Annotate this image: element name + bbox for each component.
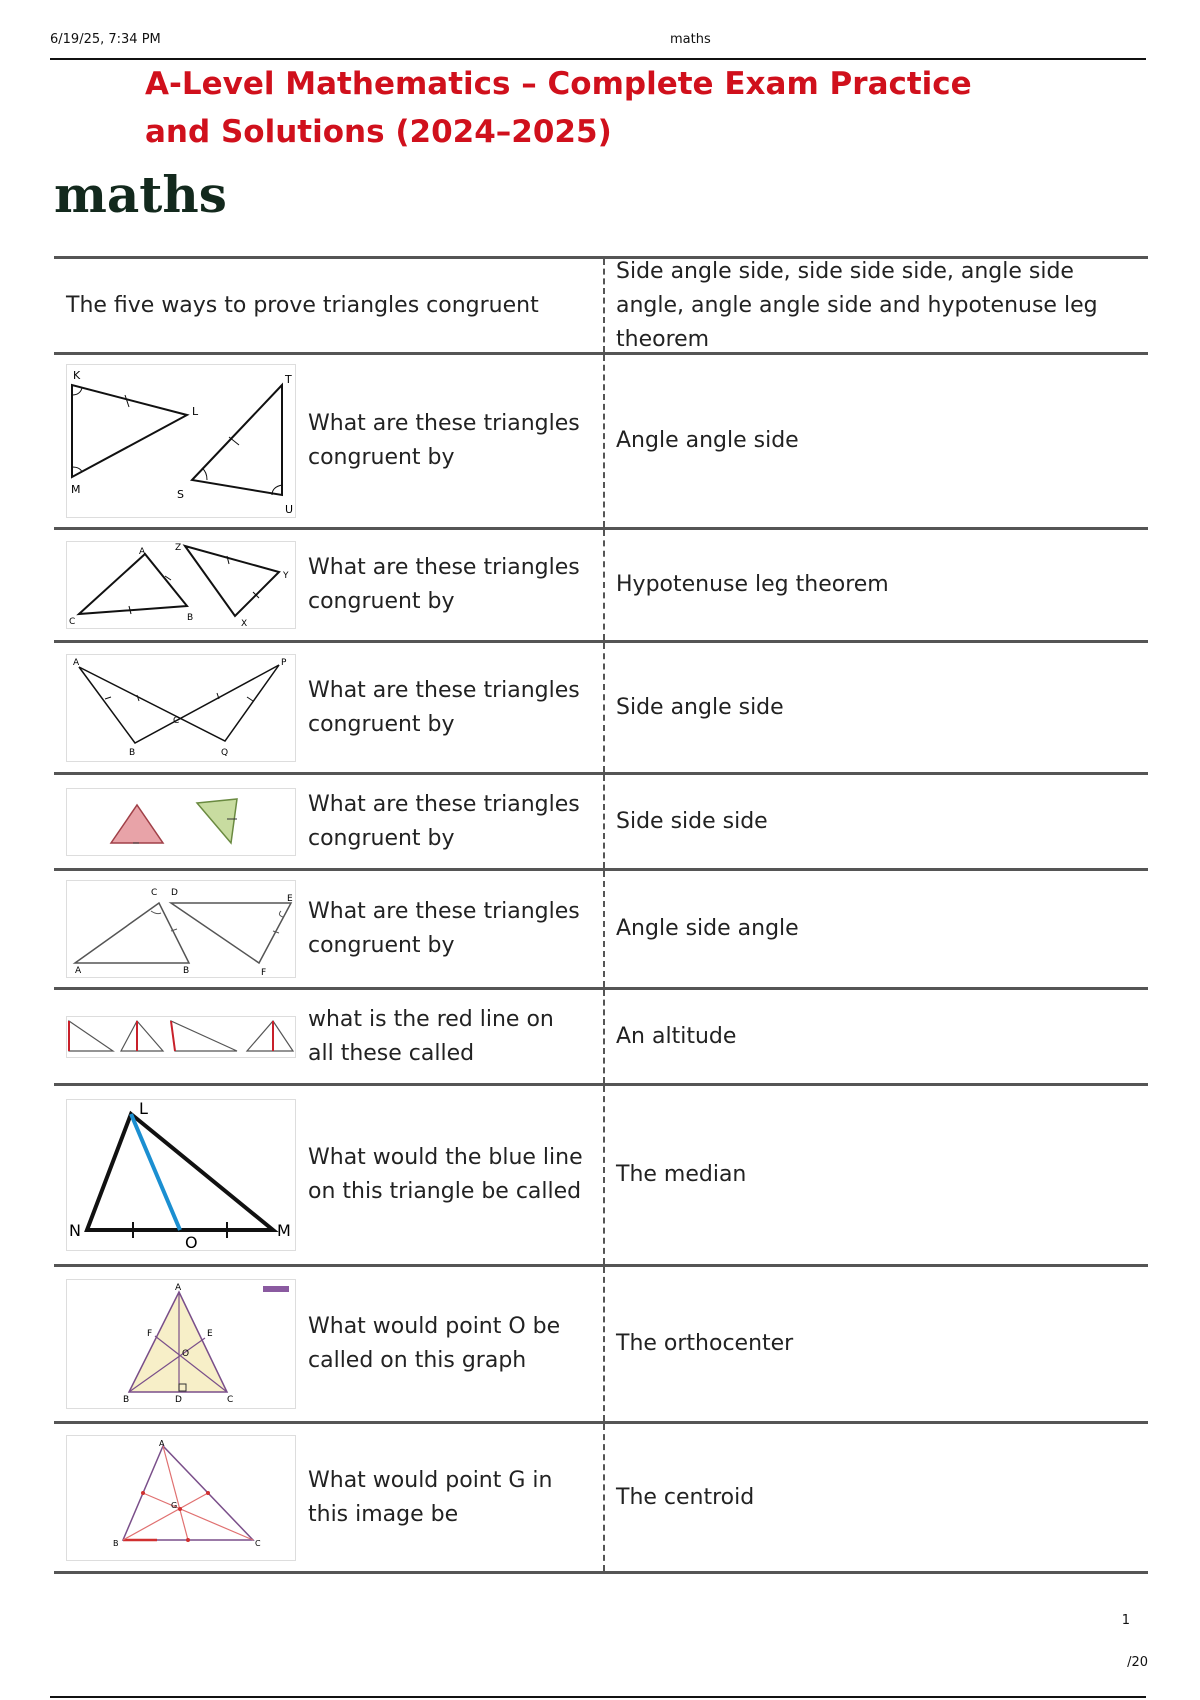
card-answer: Side side side [616, 808, 768, 834]
document-title: A-Level Mathematics – Complete Exam Practice and Solutions (2024–2025) [145, 66, 972, 150]
vertex-label: B [113, 1538, 119, 1548]
centroid-image [66, 1435, 296, 1561]
flashcard-row [54, 772, 1148, 868]
vertex-label: C [227, 1395, 234, 1405]
card-question: what is the red line on all these called [308, 1006, 554, 1066]
column-divider [603, 871, 605, 987]
card-question: What are these triangles congruent by [308, 899, 580, 958]
vertex-label: O [185, 1233, 198, 1250]
vertex-label: B [129, 747, 136, 758]
card-question: What would point G in this image be [308, 1467, 553, 1527]
card-question: The five ways to prove triangles congruent [66, 292, 539, 318]
column-divider [603, 643, 605, 772]
vertex-label: G [171, 1500, 178, 1510]
card-question: What are these triangles congruent by [308, 411, 580, 470]
vertex-label: A [73, 657, 80, 668]
vertex-label: E [287, 894, 293, 904]
vertex-label: B [123, 1395, 130, 1405]
card-answer: Angle side angle [616, 916, 799, 941]
card-answer: Side angle side, side side side, angle side angle, angle angle side and hypotenuse leg theorem [616, 258, 1098, 352]
triangles-sas-image [66, 654, 296, 762]
vertex-label: T [285, 373, 292, 386]
card-question: What are these triangles congruent by [308, 791, 580, 851]
flashcard-row [54, 1083, 1148, 1264]
vertex-label: F [261, 968, 267, 977]
deck-title: maths [54, 165, 227, 224]
vertex-label: D [171, 888, 178, 898]
flashcard-table [54, 256, 1148, 1574]
column-divider [603, 990, 605, 1083]
vertex-label: Z [175, 543, 182, 553]
flashcard-row [54, 527, 1148, 640]
vertex-label: B [187, 613, 194, 623]
print-datetime: 6/19/25, 7:34 PM [50, 32, 161, 47]
triangles-asa-image [66, 880, 296, 978]
flashcard-row [54, 640, 1148, 772]
vertex-label: Q [221, 747, 229, 758]
vertex-label: X [241, 619, 248, 628]
vertex-label: C [151, 888, 158, 898]
vertex-label: C [173, 715, 180, 726]
vertex-label: P [281, 657, 287, 668]
column-divider [603, 355, 605, 527]
flashcard-row [54, 1264, 1148, 1421]
vertex-label: A [159, 1438, 165, 1448]
card-answer: Angle angle side [616, 428, 799, 453]
vertex-label: F [147, 1329, 153, 1339]
vertex-label: Y [283, 571, 289, 581]
card-answer: The median [616, 1162, 747, 1187]
vertex-label: O [182, 1349, 190, 1359]
card-question: What would the blue line on this triangle be called [308, 1145, 583, 1204]
page-number: 1 [1121, 1613, 1130, 1628]
page-total: /20 [1127, 1655, 1148, 1670]
print-page-title: maths [670, 32, 711, 47]
vertex-label: C [69, 617, 76, 627]
card-answer: An altitude [616, 1023, 737, 1049]
vertex-label: L [139, 1100, 148, 1118]
column-divider [603, 1424, 605, 1571]
vertex-label: K [73, 369, 81, 382]
vertex-label: A [175, 1283, 182, 1293]
flashcard-row [54, 868, 1148, 987]
flashcard-row [54, 256, 1148, 352]
flashcard-row [54, 987, 1148, 1083]
altitudes-image [66, 1016, 296, 1058]
footer-rule [50, 1696, 1146, 1698]
column-divider [603, 1267, 605, 1421]
card-question: What would point O be called on this graph [308, 1314, 561, 1373]
print-header [50, 30, 1146, 60]
column-divider [603, 259, 605, 352]
vertex-label: C [255, 1538, 261, 1548]
triangles-aas-image [66, 364, 296, 518]
card-question: What are these triangles congruent by [308, 677, 580, 737]
vertex-label: A [75, 966, 82, 976]
vertex-label: A [139, 547, 146, 557]
orthocenter-image [66, 1279, 296, 1409]
card-question: What are these triangles congruent by [308, 555, 580, 614]
flashcard-row [54, 352, 1148, 527]
triangles-hl-image [66, 541, 296, 629]
card-answer: The orthocenter [616, 1331, 794, 1356]
vertex-label: S [177, 488, 184, 501]
vertex-label: L [192, 405, 199, 418]
vertex-label: M [71, 483, 81, 496]
triangles-sss-image [66, 788, 296, 856]
vertex-label: D [175, 1395, 182, 1405]
card-answer: Hypotenuse leg theorem [616, 572, 889, 597]
vertex-label: N [69, 1221, 81, 1240]
column-divider [603, 1086, 605, 1264]
vertex-label: U [285, 503, 294, 516]
card-answer: Side angle side [616, 694, 784, 720]
flashcard-row [54, 1421, 1148, 1574]
median-triangle-image [66, 1099, 296, 1251]
column-divider [603, 775, 605, 868]
vertex-label: B [183, 966, 190, 976]
vertex-label: M [277, 1221, 291, 1240]
card-answer: The centroid [616, 1484, 755, 1510]
vertex-label: E [207, 1329, 213, 1339]
column-divider [603, 530, 605, 640]
